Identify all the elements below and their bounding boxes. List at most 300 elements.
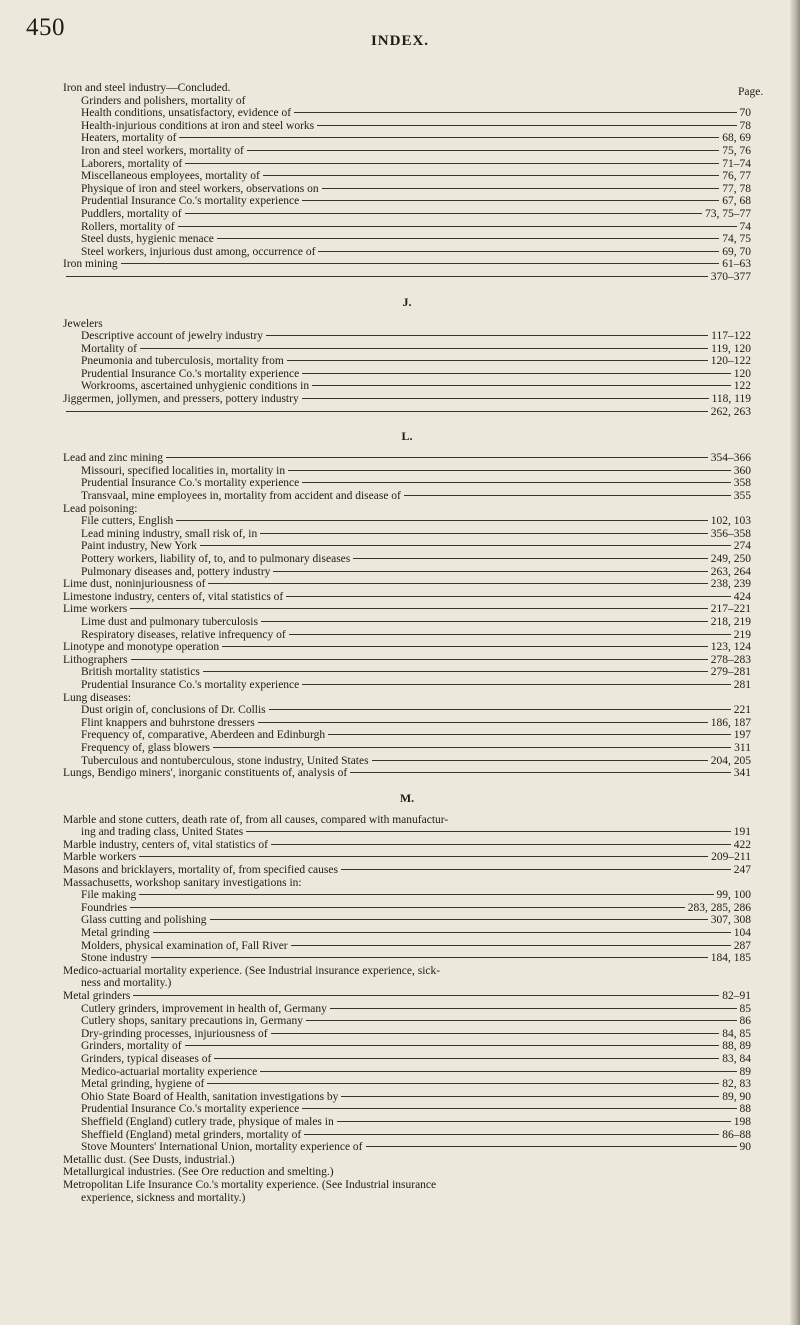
entry-text: Prudential Insurance Co.'s mortality experience: [81, 195, 300, 208]
entry-pages: 278–283: [710, 653, 751, 666]
dot-leader: [341, 1096, 719, 1097]
entry-text: Ohio State Board of Health, sanitation investigations by: [81, 1090, 339, 1103]
index-entry: [63, 145, 751, 158]
index-entry: [63, 889, 751, 902]
dot-leader: [185, 163, 719, 164]
entry-pages: 77, 78: [722, 182, 751, 195]
entry-text: Linotype and monotype operation: [63, 641, 220, 654]
entry-pages: 247: [733, 864, 751, 877]
entry-pages: 88: [739, 1103, 751, 1116]
index-entry: [63, 717, 751, 730]
entry-text: Massachusetts, workshop sanitary investigations in:: [63, 876, 302, 889]
dot-leader: [302, 373, 730, 374]
entry-text: British mortality statistics: [81, 666, 200, 679]
entry-pages: 88, 89: [722, 1040, 751, 1053]
index-entry: [63, 515, 751, 528]
dot-leader: [214, 1058, 719, 1059]
dot-leader: [269, 709, 731, 710]
entry-pages: 99, 100: [716, 889, 751, 902]
index-entry: [63, 1141, 751, 1154]
section-letter: J.: [402, 294, 412, 309]
dot-leader: [337, 1121, 731, 1122]
entry-pages: 204, 205: [710, 754, 751, 767]
dot-leader: [133, 995, 719, 996]
entry-pages: 123, 124: [710, 641, 751, 654]
index-entry: [63, 692, 751, 705]
entry-text: Dry-grinding processes, injuriousness of: [81, 1027, 268, 1040]
index-entry: [63, 170, 751, 183]
index-entry: [63, 914, 751, 927]
dot-leader: [151, 957, 708, 958]
index-entry: [63, 158, 751, 171]
index-entry: [63, 82, 751, 95]
dot-leader: [306, 1020, 737, 1021]
entry-text: Stove Mounters' International Union, mortality experience of: [81, 1141, 363, 1154]
index-entry: [63, 355, 751, 368]
entry-pages: 217–221: [710, 603, 751, 616]
entry-pages: 197: [733, 729, 751, 742]
entry-text: Jewelers: [63, 317, 103, 330]
entry-text: Metal grinders: [63, 990, 131, 1002]
index-entry: [63, 729, 751, 742]
index-entry: [63, 1091, 751, 1104]
dot-leader: [353, 558, 708, 559]
dot-leader: [304, 1134, 719, 1135]
entry-text: Steel dusts, hygienic menace: [81, 233, 214, 246]
index-entry: [63, 271, 751, 284]
entry-pages: 249, 250: [710, 553, 751, 565]
entry-text: Metal grinding: [81, 927, 150, 940]
dot-leader: [246, 831, 731, 832]
index-entry: [63, 1103, 751, 1116]
dot-leader: [291, 945, 731, 946]
entry-pages: 74, 75: [722, 233, 751, 246]
entry-pages: 198: [733, 1115, 751, 1128]
entry-pages: 355: [733, 490, 751, 503]
entry-text: Dust origin of, conclusions of Dr. Collis: [81, 704, 266, 717]
index-entry: [63, 851, 751, 864]
index-entry: [63, 1129, 751, 1142]
entry-text: Pottery workers, liability of, to, and to pulmonary diseases: [81, 553, 351, 565]
index-entry: [63, 318, 751, 331]
entry-text: Foundries: [81, 901, 127, 914]
entry-text: Iron and steel workers, mortality of: [81, 144, 244, 157]
entry-pages: 104: [733, 927, 751, 940]
dot-leader: [200, 545, 731, 546]
index-entry: [63, 553, 751, 566]
entry-text: Lead poisoning:: [63, 502, 138, 515]
dot-leader: [185, 213, 702, 214]
entry-pages: 221: [733, 704, 751, 717]
entry-text: Prudential Insurance Co.'s mortality experience: [81, 678, 300, 691]
entry-text: Respiratory diseases, relative infrequency of: [81, 628, 286, 641]
index-entry: [63, 629, 751, 642]
index-entry: [63, 208, 751, 221]
entry-text: Heaters, mortality of: [81, 132, 177, 145]
index-entry: [63, 477, 751, 490]
entry-pages: 307, 308: [710, 914, 751, 927]
entry-text: Cutlery grinders, improvement in health of, Germany: [81, 1002, 327, 1015]
index-entry: [63, 877, 751, 890]
index-entry: [63, 132, 751, 145]
dot-leader: [302, 1108, 736, 1109]
entry-pages: 76, 77: [722, 170, 751, 183]
section-letter: L.: [401, 429, 413, 444]
dot-leader: [330, 1008, 737, 1009]
index-entry: [63, 107, 751, 120]
dot-leader: [261, 621, 708, 622]
dot-leader: [286, 596, 730, 597]
entry-text: Puddlers, mortality of: [81, 207, 182, 220]
index-entry: [63, 940, 751, 953]
entry-text: Metallic dust. (See Dusts, industrial.): [63, 1153, 235, 1166]
dot-leader: [289, 634, 731, 635]
dot-leader: [130, 907, 685, 908]
index-entry: [63, 839, 751, 852]
dot-leader: [139, 856, 708, 857]
entry-text: Metropolitan Life Insurance Co.'s mortality experience. (See Industrial insurance: [63, 1178, 437, 1191]
index-entry: [63, 1003, 751, 1016]
entry-text: Limestone industry, centers of, vital statistics of: [63, 590, 284, 603]
entry-pages: 191: [733, 826, 751, 839]
dot-leader: [140, 348, 708, 349]
dot-leader: [260, 533, 708, 534]
entry-pages: 283, 285, 286: [687, 901, 751, 914]
index-entry: [63, 566, 751, 579]
index-entry: [63, 120, 751, 133]
dot-leader: [366, 1146, 737, 1147]
dot-leader: [318, 251, 719, 252]
index-entry: [63, 952, 751, 965]
dot-leader: [302, 200, 719, 201]
index-entry: [63, 380, 751, 393]
index-entry: [63, 977, 751, 990]
entry-text: Metal grinding, hygiene of: [81, 1078, 205, 1091]
dot-leader: [207, 1083, 719, 1084]
entry-text: Lead and zinc mining: [63, 452, 163, 465]
entry-pages: 73, 75–77: [705, 207, 751, 220]
dot-leader: [341, 869, 731, 870]
dot-leader: [139, 894, 713, 895]
entry-pages: 422: [733, 838, 751, 851]
entry-text: Sheffield (England) cutlery trade, physique of males in: [81, 1115, 334, 1128]
index-entry: [63, 704, 751, 717]
entry-text: Medico-actuarial mortality experience. (See Industrial insurance experience, sick-: [63, 964, 441, 977]
entry-text: Marble and stone cutters, death rate of, from all causes, compared with manufactur-: [63, 813, 449, 826]
index-entry: [63, 965, 751, 978]
dot-leader: [271, 844, 731, 845]
entry-text: Lungs, Bendigo miners', inorganic constituents of, analysis of: [63, 767, 348, 780]
dot-leader: [263, 175, 719, 176]
entry-pages: 354–366: [710, 452, 751, 465]
entry-pages: 82–91: [722, 990, 751, 1002]
index-entry: [63, 393, 751, 406]
entry-pages: 209–211: [711, 851, 751, 864]
dot-leader: [328, 734, 731, 735]
entry-text: Iron and steel industry—Concluded.: [63, 82, 231, 94]
entry-pages: 341: [733, 767, 751, 780]
index-entry: [63, 826, 751, 839]
index-entry: [63, 233, 751, 246]
index-entry: [63, 591, 751, 604]
entry-pages: 358: [733, 477, 751, 490]
index-entry: [63, 452, 751, 465]
entry-pages: 360: [733, 464, 751, 477]
entry-text: Prudential Insurance Co.'s mortality experience: [81, 367, 300, 380]
index-entry: [63, 330, 751, 343]
index-entry: [63, 927, 751, 940]
entry-pages: 287: [733, 939, 751, 952]
index-entry: [63, 666, 751, 679]
entry-text: File cutters, English: [81, 515, 174, 528]
dot-leader: [287, 360, 708, 361]
dot-leader: [302, 482, 730, 483]
entry-text: Medico-actuarial mortality experience: [81, 1065, 258, 1078]
entry-pages: 68, 69: [722, 132, 751, 145]
index-entry: [63, 1040, 751, 1053]
entry-pages: 262, 263: [710, 405, 751, 418]
index-entry: [63, 814, 751, 827]
index-entry: [63, 540, 751, 553]
index-entry: [63, 490, 751, 503]
index-entry: [63, 1179, 751, 1192]
index-entry: [63, 603, 751, 616]
index-entry: [63, 368, 751, 381]
index-entry: [63, 465, 751, 478]
entry-pages: 74: [739, 220, 751, 233]
entry-text: Health-injurious conditions at iron and steel works: [81, 119, 315, 132]
entry-pages: 69, 70: [722, 245, 751, 258]
entry-pages: 263, 264: [710, 565, 751, 578]
entry-pages: 82, 83: [722, 1078, 751, 1091]
entry-pages: 89: [739, 1065, 751, 1078]
entry-text: Prudential Insurance Co.'s mortality experience: [81, 477, 300, 490]
entry-text: Health conditions, unsatisfactory, evidence of: [81, 107, 292, 120]
entry-text: Rollers, mortality of: [81, 220, 175, 233]
entry-pages: 238, 239: [710, 578, 751, 591]
entry-pages: 90: [739, 1141, 751, 1154]
entry-text: Iron mining: [63, 258, 118, 271]
section-letter: M.: [399, 790, 415, 805]
entry-text: Pulmonary diseases and, pottery industry: [81, 565, 271, 578]
dot-leader: [185, 1045, 720, 1046]
entry-pages: 86: [739, 1015, 751, 1028]
entry-text: Frequency of, glass blowers: [81, 741, 211, 754]
entry-pages: 122: [733, 380, 751, 393]
index-entry: [63, 654, 751, 667]
entry-text: Marble industry, centers of, vital statistics of: [63, 838, 268, 851]
dot-leader: [153, 932, 731, 933]
index-entry: [63, 1053, 751, 1066]
entry-text: ing and trading class, United States: [81, 826, 244, 839]
entry-text: Missouri, specified localities in, mortality in: [81, 464, 286, 477]
index-entry: [63, 902, 751, 915]
index-entry: [63, 1192, 751, 1205]
dot-leader: [372, 760, 708, 761]
entry-text: Flint knappers and buhrstone dressers: [81, 716, 255, 729]
entry-text: File making: [81, 889, 137, 902]
entry-pages: 279–281: [710, 666, 751, 679]
entry-pages: 70: [739, 107, 751, 120]
index-entry: [63, 406, 751, 419]
index-entry: [63, 864, 751, 877]
index-entry: [63, 246, 751, 259]
index-entry: [63, 679, 751, 692]
entry-text: Steel workers, injurious dust among, occurrence of: [81, 245, 316, 258]
entry-text: Stone industry: [81, 952, 148, 965]
entry-pages: 118, 119: [711, 393, 751, 406]
entry-pages: 83, 84: [722, 1052, 751, 1065]
entry-pages: 281: [733, 678, 751, 691]
dot-leader: [203, 671, 708, 672]
entry-text: Laborers, mortality of: [81, 157, 183, 170]
entry-pages: 218, 219: [710, 615, 751, 628]
index-entry: [63, 503, 751, 516]
dot-leader: [273, 571, 707, 572]
page-number: 450: [26, 14, 65, 41]
entry-pages: 356–358: [710, 527, 751, 540]
entry-text: Grinders, mortality of: [81, 1040, 182, 1053]
entry-text: Prudential Insurance Co.'s mortality experience: [81, 1103, 300, 1116]
entry-text: Lime dust and pulmonary tuberculosis: [81, 615, 258, 628]
entry-pages: 219: [733, 628, 751, 641]
entry-text: Physique of iron and steel workers, observations on: [81, 182, 319, 195]
dot-leader: [217, 238, 719, 239]
index-entry: [63, 641, 751, 654]
entry-pages: 186, 187: [710, 716, 751, 729]
entry-pages: 120: [733, 367, 751, 380]
index-entry: [63, 1154, 751, 1167]
dot-leader: [266, 335, 708, 336]
entry-pages: 75, 76: [722, 144, 751, 157]
dot-leader: [312, 385, 731, 386]
entry-pages: 61–63: [722, 258, 751, 271]
entry-text: Lithographers: [63, 653, 128, 666]
entry-text: Sheffield (England) metal grinders, mortality of: [81, 1128, 302, 1141]
dot-leader: [176, 520, 707, 521]
entry-text: Lead mining industry, small risk of, in: [81, 527, 258, 540]
dot-leader: [178, 226, 737, 227]
index-entry: [63, 195, 751, 208]
entry-text: ness and mortality.): [81, 977, 172, 990]
entry-pages: 120–122: [710, 355, 751, 368]
dot-leader: [404, 495, 731, 496]
index-entry: [63, 1166, 751, 1179]
entry-pages: 86–88: [722, 1128, 751, 1141]
entry-text: Workrooms, ascertained unhygienic conditions in: [81, 380, 310, 393]
dot-leader: [179, 137, 719, 138]
entry-text: Pneumonia and tuberculosis, mortality from: [81, 355, 284, 368]
entry-text: Descriptive account of jewelry industry: [81, 330, 264, 343]
dot-leader: [130, 608, 708, 609]
running-head: INDEX.: [370, 33, 430, 49]
entry-pages: 119, 120: [711, 342, 751, 355]
dot-leader: [166, 457, 708, 458]
page-edge: [790, 0, 800, 1325]
entry-text: Transvaal, mine employees in, mortality from accident and disease of: [81, 490, 401, 503]
index-entry: [63, 578, 751, 591]
dot-leader: [322, 188, 720, 189]
entry-text: Marble workers: [63, 851, 137, 864]
entry-text: Tuberculous and nontuberculous, stone industry, United States: [81, 754, 369, 767]
index-entry: [63, 1078, 751, 1091]
dot-leader: [294, 112, 736, 113]
entry-pages: 102, 103: [710, 515, 751, 528]
dot-leader: [350, 772, 731, 773]
index-entry: [63, 767, 751, 780]
entry-text: Grinders and polishers, mortality of: [81, 94, 246, 107]
index-entry: [63, 183, 751, 196]
entry-text: Molders, physical examination of, Fall River: [81, 939, 288, 952]
dot-leader: [66, 411, 708, 412]
entry-text: Miscellaneous employees, mortality of: [81, 170, 260, 183]
entry-pages: 78: [739, 119, 751, 132]
page-column-label: Page.: [738, 86, 764, 98]
entry-text: Lung diseases:: [63, 691, 132, 704]
dot-leader: [317, 125, 736, 126]
entry-text: Cutlery shops, sanitary precautions in, Germany: [81, 1015, 303, 1028]
index-entry: [63, 616, 751, 629]
entry-text: Masons and bricklayers, mortality of, from specified causes: [63, 864, 338, 877]
dot-leader: [260, 1071, 736, 1072]
entry-text: Glass cutting and polishing: [81, 914, 207, 927]
entry-pages: 117–122: [711, 330, 751, 343]
index-entry: [63, 343, 751, 356]
dot-leader: [271, 1033, 720, 1034]
entry-pages: 424: [733, 590, 751, 603]
entry-text: Paint industry, New York: [81, 540, 197, 553]
index-entry: [63, 258, 751, 271]
index-entry: [63, 1028, 751, 1041]
entry-pages: 89, 90: [722, 1090, 751, 1103]
entry-pages: 370–377: [710, 270, 751, 283]
entry-pages: 311: [734, 741, 751, 754]
dot-leader: [247, 150, 719, 151]
entry-pages: 85: [739, 1002, 751, 1015]
index-entry: [63, 742, 751, 755]
dot-leader: [210, 919, 708, 920]
dot-leader: [131, 659, 708, 660]
index-entry: [63, 1116, 751, 1129]
dot-leader: [302, 398, 709, 399]
entry-pages: 274: [733, 540, 751, 553]
index-entry: [63, 528, 751, 541]
dot-leader: [66, 276, 708, 277]
entry-text: Mortality of: [81, 342, 137, 355]
entry-text: Lime dust, noninjuriousness of: [63, 578, 206, 591]
entry-pages: 67, 68: [722, 195, 751, 208]
entry-text: Jiggermen, jollymen, and pressers, pottery industry: [63, 393, 299, 406]
entry-text: Grinders, typical diseases of: [81, 1052, 212, 1065]
index-entry: [63, 221, 751, 234]
dot-leader: [288, 470, 731, 471]
entry-text: Metallurgical industries. (See Ore reduction and smelting.): [63, 1166, 334, 1179]
index-entry: [63, 1066, 751, 1079]
dot-leader: [258, 722, 708, 723]
entry-pages: 71–74: [722, 157, 751, 170]
entry-text: experience, sickness and mortality.): [81, 1191, 246, 1204]
index-body: [63, 82, 751, 1204]
index-entry: [63, 1015, 751, 1028]
entry-pages: 84, 85: [722, 1027, 751, 1040]
index-entry: [63, 95, 751, 108]
entry-pages: 184, 185: [710, 952, 751, 965]
entry-text: Lime workers: [63, 603, 128, 616]
index-entry: [63, 990, 751, 1003]
entry-text: Frequency of, comparative, Aberdeen and Edinburgh: [81, 729, 326, 742]
dot-leader: [121, 263, 720, 264]
index-entry: [63, 755, 751, 768]
